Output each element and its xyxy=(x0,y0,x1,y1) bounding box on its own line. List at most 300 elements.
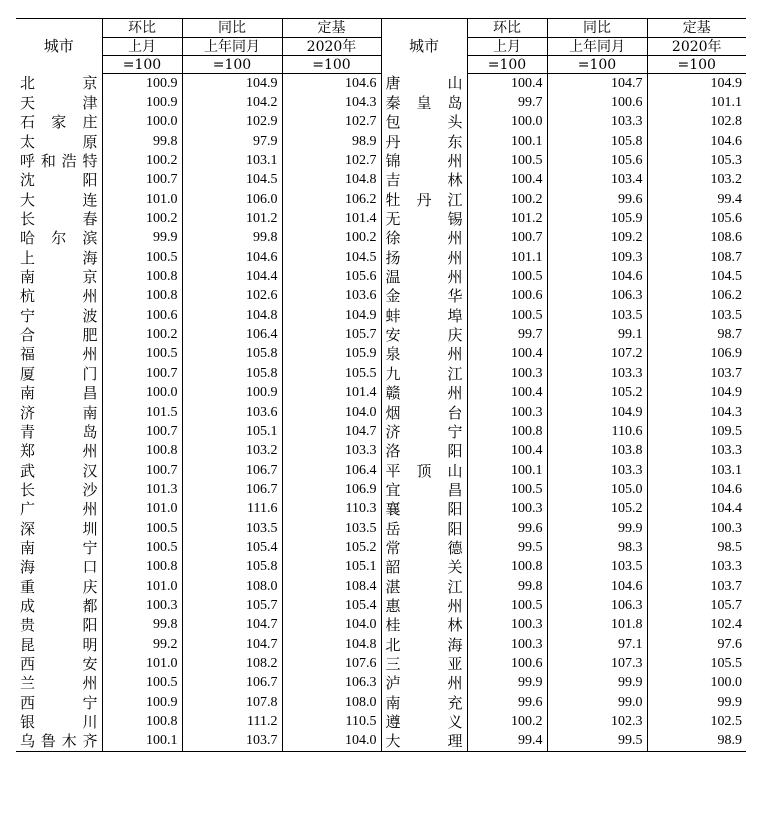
city-name-char: 秦 xyxy=(385,94,401,113)
mom-base-label: 上月 xyxy=(102,38,182,56)
city-name xyxy=(20,596,98,615)
city-name-char: 吉 xyxy=(385,171,401,190)
city-name-char: 牡 xyxy=(385,190,401,209)
fixed-value-cell: 103.7 xyxy=(710,365,742,381)
city-name-char: 津 xyxy=(82,94,98,113)
mom-value-cell: 100.8 xyxy=(102,712,182,731)
city-cell xyxy=(381,171,467,190)
mom-value-cell: 99.8 xyxy=(467,577,547,596)
mom-value-cell: 100.9 xyxy=(102,93,182,112)
city-name xyxy=(385,732,463,751)
city-cell xyxy=(16,132,102,151)
city-name xyxy=(385,287,463,306)
yoy-value-cell: 105.8 xyxy=(182,364,282,383)
yoy-value-cell: 105.8 xyxy=(547,132,647,151)
mom-value-cell: 100.5 xyxy=(467,306,547,325)
table-row xyxy=(16,74,746,94)
mom-value-cell: 100.5 xyxy=(467,480,547,499)
city-name-char: 阳 xyxy=(82,171,98,190)
city-name xyxy=(20,654,98,673)
city-cell xyxy=(381,558,467,577)
table-row xyxy=(16,538,746,557)
fixed-value-cell: 103.6 xyxy=(282,287,381,306)
yoy-value-cell: 100.9 xyxy=(182,384,282,403)
yoy-value-cell: 97.9 xyxy=(182,132,282,151)
yoy-value-cell: 104.4 xyxy=(182,267,282,286)
city-name-char: 哈 xyxy=(20,229,36,248)
city-name-char: 都 xyxy=(82,596,98,615)
city-name xyxy=(385,461,463,480)
mom-value-cell: 100.6 xyxy=(102,306,182,325)
yoy-value-cell: 99.9 xyxy=(547,674,647,693)
fixed-value-cell: 105.4 xyxy=(282,596,381,615)
mom-value-cell: 100.3 xyxy=(102,596,182,615)
city-name xyxy=(20,152,98,171)
city-name-char: 海 xyxy=(20,558,36,577)
fixed-base-label: 2020年 xyxy=(282,38,381,56)
city-name-char: 海 xyxy=(447,635,463,654)
mom-value-cell: 100.5 xyxy=(102,248,182,267)
mom-value-cell: 99.2 xyxy=(102,635,182,654)
city-cell xyxy=(16,442,102,461)
table-header xyxy=(16,19,746,74)
table-row xyxy=(16,267,746,286)
city-name-char: 州 xyxy=(447,345,463,364)
fixed-value-cell: 104.5 xyxy=(710,269,742,285)
city-name-char: 泉 xyxy=(385,345,401,364)
yoy-value-cell: 99.0 xyxy=(547,693,647,712)
yoy-value-cell: 105.6 xyxy=(547,151,647,170)
city-name-char: 蚌 xyxy=(385,306,401,325)
yoy-value-cell: 99.5 xyxy=(547,732,647,752)
city-name xyxy=(385,596,463,615)
fixed-value-cell: 97.6 xyxy=(717,636,742,652)
mom-value-cell: 100.8 xyxy=(467,422,547,441)
city-cell xyxy=(381,74,467,94)
city-name-char: 门 xyxy=(82,364,98,383)
city-name-char: 亚 xyxy=(447,654,463,673)
mom-value-cell: 100.4 xyxy=(467,442,547,461)
city-cell xyxy=(16,480,102,499)
city-name-char: 惠 xyxy=(385,596,401,615)
city-name xyxy=(385,113,463,132)
city-name-char: 州 xyxy=(447,268,463,287)
table-body xyxy=(16,74,746,752)
city-name-char: 无 xyxy=(385,210,401,229)
city-cell xyxy=(16,248,102,267)
city-name-char: 州 xyxy=(447,384,463,403)
city-name-char: 家 xyxy=(51,113,67,132)
city-cell xyxy=(381,248,467,267)
city-cell xyxy=(16,229,102,248)
mom-value-cell: 101.2 xyxy=(467,209,547,228)
city-name xyxy=(20,364,98,383)
yoy-value-cell: 105.7 xyxy=(182,596,282,615)
fixed-value-cell: 99.4 xyxy=(717,191,742,207)
mom-value-cell: 100.3 xyxy=(467,403,547,422)
city-name-char: 京 xyxy=(82,268,98,287)
fixed-value-cell: 103.3 xyxy=(710,443,742,459)
city-name-char: 赣 xyxy=(385,384,401,403)
table-row xyxy=(16,558,746,577)
city-cell xyxy=(16,693,102,712)
yoy-base-label: 上年同月 xyxy=(182,38,282,56)
yoy-value-cell: 104.5 xyxy=(182,171,282,190)
mom-value-cell: 100.0 xyxy=(102,384,182,403)
mom-value-cell: 100.5 xyxy=(102,345,182,364)
city-name-char: 大 xyxy=(20,190,36,209)
city-name-char: 沈 xyxy=(20,171,36,190)
city-name-char: 韶 xyxy=(385,558,401,577)
city-cell xyxy=(381,384,467,403)
fixed-value-cell: 104.4 xyxy=(710,501,742,517)
city-name-char: 安 xyxy=(385,326,401,345)
table-row xyxy=(16,519,746,538)
mom-value-cell: 100.7 xyxy=(102,422,182,441)
city-name xyxy=(385,693,463,712)
fixed-value-cell: 105.3 xyxy=(710,153,742,169)
city-name xyxy=(20,461,98,480)
yoy-value-cell: 105.8 xyxy=(182,345,282,364)
city-name-char: 九 xyxy=(385,364,401,383)
city-name-char: 庆 xyxy=(82,577,98,596)
city-cell xyxy=(381,500,467,519)
fixed-group-header: 定基 xyxy=(282,19,381,38)
city-name xyxy=(385,229,463,248)
city-name xyxy=(385,152,463,171)
mom-value-cell: 100.2 xyxy=(102,151,182,170)
city-name xyxy=(20,132,98,151)
city-name-char: 春 xyxy=(82,210,98,229)
city-name-char: 广 xyxy=(20,500,36,519)
mom-value-cell: 101.3 xyxy=(102,480,182,499)
city-name-char: 宁 xyxy=(82,538,98,557)
mom-value-cell: 100.2 xyxy=(467,712,547,731)
city-name xyxy=(20,616,98,635)
city-name-char: 宁 xyxy=(20,306,36,325)
city-cell xyxy=(16,151,102,170)
city-name-char: 阳 xyxy=(447,442,463,461)
table-row xyxy=(16,306,746,325)
mom-value-cell: 100.3 xyxy=(467,616,547,635)
city-cell xyxy=(16,287,102,306)
city-cell xyxy=(381,287,467,306)
table-row xyxy=(16,577,746,596)
city-cell xyxy=(16,712,102,731)
city-cell xyxy=(381,442,467,461)
yoy-value-cell: 106.3 xyxy=(547,596,647,615)
city-name-char: 滨 xyxy=(82,229,98,248)
fixed-value-cell: 103.7 xyxy=(710,578,742,594)
city-cell xyxy=(16,364,102,383)
mom-value-cell: 99.5 xyxy=(467,538,547,557)
yoy-value-cell: 106.7 xyxy=(182,674,282,693)
city-name-char: 州 xyxy=(447,674,463,693)
city-name-char: 长 xyxy=(20,480,36,499)
table-row xyxy=(16,345,746,364)
city-cell xyxy=(16,171,102,190)
city-name-char: 宜 xyxy=(385,480,401,499)
yoy-value-cell: 105.4 xyxy=(182,538,282,557)
city-name xyxy=(20,190,98,209)
price-index-table-container xyxy=(16,18,746,752)
mom-value-cell: 101.1 xyxy=(467,248,547,267)
yoy-value-cell: 104.7 xyxy=(182,635,282,654)
city-name xyxy=(385,674,463,693)
city-cell xyxy=(16,732,102,752)
city-name-char: 州 xyxy=(82,500,98,519)
city-name-char: 太 xyxy=(20,132,36,151)
city-name xyxy=(385,94,463,113)
city-cell xyxy=(16,635,102,654)
city-cell xyxy=(16,577,102,596)
city-name-char: 岳 xyxy=(385,519,401,538)
city-name-char: 东 xyxy=(447,132,463,151)
city-name-char: 庄 xyxy=(82,113,98,132)
city-name-char: 长 xyxy=(20,210,36,229)
table-row xyxy=(16,480,746,499)
fixed-value-cell: 108.7 xyxy=(710,249,742,265)
yoy-value-cell: 105.1 xyxy=(182,422,282,441)
city-name-char: 皇 xyxy=(416,94,432,113)
city-name-char: 洛 xyxy=(385,442,401,461)
city-cell xyxy=(16,384,102,403)
city-cell xyxy=(16,113,102,132)
city-name-char: 上 xyxy=(20,248,36,267)
mom-value-cell: 100.5 xyxy=(467,151,547,170)
city-cell xyxy=(16,616,102,635)
city-name-char: 呼 xyxy=(20,152,36,171)
table-row xyxy=(16,616,746,635)
yoy-value-cell: 103.2 xyxy=(182,442,282,461)
fixed-value-cell: 104.5 xyxy=(282,248,381,267)
city-cell xyxy=(16,74,102,94)
city-name-char: 宁 xyxy=(82,693,98,712)
fixed-value-cell: 104.0 xyxy=(282,732,381,752)
city-name xyxy=(20,538,98,557)
city-name xyxy=(20,113,98,132)
city-name-char: 大 xyxy=(385,732,401,751)
city-cell xyxy=(381,403,467,422)
city-name-char: 顶 xyxy=(416,461,432,480)
city-name-char: 成 xyxy=(20,596,36,615)
city-name xyxy=(385,248,463,267)
city-cell xyxy=(381,113,467,132)
city-cell xyxy=(381,674,467,693)
city-column-header: 城市 xyxy=(381,19,467,74)
yoy-value-cell: 103.3 xyxy=(547,113,647,132)
fixed-value-cell: 103.3 xyxy=(282,442,381,461)
yoy-value-cell: 105.2 xyxy=(547,500,647,519)
fixed-value-cell: 106.2 xyxy=(710,288,742,304)
city-name xyxy=(385,171,463,190)
city-name-char: 江 xyxy=(447,190,463,209)
fixed-value-cell: 104.0 xyxy=(282,403,381,422)
yoy-value-cell: 100.6 xyxy=(547,93,647,112)
yoy-value-cell: 110.6 xyxy=(547,422,647,441)
table-row xyxy=(16,674,746,693)
city-name xyxy=(385,577,463,596)
city-name-char: 充 xyxy=(447,693,463,712)
fixed-value-cell: 108.6 xyxy=(710,230,742,246)
yoy-value-cell: 106.4 xyxy=(182,325,282,344)
city-name xyxy=(385,422,463,441)
fixed-value-cell: 106.4 xyxy=(282,461,381,480)
yoy-value-cell: 104.2 xyxy=(182,93,282,112)
fixed-value-cell: 98.5 xyxy=(717,539,742,555)
mom-value-cell: 100.3 xyxy=(467,635,547,654)
city-cell xyxy=(16,500,102,519)
city-cell xyxy=(16,345,102,364)
yoy-value-cell: 99.9 xyxy=(547,519,647,538)
city-name-char: 浩 xyxy=(61,152,77,171)
mom-value-cell: 100.8 xyxy=(102,267,182,286)
city-name-char: 南 xyxy=(82,403,98,422)
city-name-char: 宁 xyxy=(447,422,463,441)
city-name-char: 天 xyxy=(20,94,36,113)
table-row xyxy=(16,442,746,461)
fixed-value-cell: 109.5 xyxy=(710,423,742,439)
city-name-char: 山 xyxy=(447,461,463,480)
city-column-header: 城市 xyxy=(16,19,102,74)
fixed-value-cell: 104.7 xyxy=(282,422,381,441)
city-name-char: 木 xyxy=(61,732,77,751)
city-name xyxy=(20,384,98,403)
table-row xyxy=(16,712,746,731)
city-name xyxy=(385,403,463,422)
fixed-value-cell: 104.8 xyxy=(282,635,381,654)
table-row xyxy=(16,403,746,422)
fixed-value-cell: 108.4 xyxy=(282,577,381,596)
fixed-value-cell: 105.5 xyxy=(282,364,381,383)
table-row xyxy=(16,461,746,480)
city-name xyxy=(20,693,98,712)
mom-value-cell: 99.7 xyxy=(467,93,547,112)
yoy-base-label: 上年同月 xyxy=(547,38,647,56)
yoy-value-cell: 107.8 xyxy=(182,693,282,712)
city-cell xyxy=(381,596,467,615)
yoy-value-cell: 106.0 xyxy=(182,190,282,209)
mom-group-header: 环比 xyxy=(102,19,182,38)
yoy-value-cell: 105.0 xyxy=(547,480,647,499)
city-cell xyxy=(381,190,467,209)
city-name xyxy=(20,480,98,499)
yoy-value-cell: 104.6 xyxy=(547,577,647,596)
mom-value-cell: 99.9 xyxy=(467,674,547,693)
mom-value-cell: 100.3 xyxy=(467,500,547,519)
city-name-char: 扬 xyxy=(385,248,401,267)
city-name xyxy=(20,74,98,93)
fixed-value-cell: 104.3 xyxy=(282,93,381,112)
city-cell xyxy=(381,422,467,441)
yoy-value-cell: 103.5 xyxy=(182,519,282,538)
fixed-base-value: =100 xyxy=(647,56,746,74)
yoy-value-cell: 99.1 xyxy=(547,325,647,344)
city-name-char: 昌 xyxy=(447,480,463,499)
city-name xyxy=(385,306,463,325)
city-name-char: 三 xyxy=(385,654,401,673)
fixed-value-cell: 101.1 xyxy=(710,95,742,111)
city-name-char: 德 xyxy=(447,538,463,557)
city-cell xyxy=(16,422,102,441)
city-name xyxy=(385,480,463,499)
city-cell xyxy=(381,461,467,480)
mom-value-cell: 100.8 xyxy=(102,442,182,461)
city-name-char: 安 xyxy=(82,654,98,673)
city-name-char: 州 xyxy=(447,248,463,267)
mom-value-cell: 100.8 xyxy=(102,558,182,577)
mom-value-cell: 99.8 xyxy=(102,132,182,151)
city-name xyxy=(20,519,98,538)
city-name xyxy=(385,132,463,151)
city-name-char: 深 xyxy=(20,519,36,538)
city-cell xyxy=(16,461,102,480)
yoy-base-value: =100 xyxy=(547,56,647,74)
city-name-char: 阳 xyxy=(447,500,463,519)
city-name-char: 北 xyxy=(385,635,401,654)
table-row xyxy=(16,732,746,752)
city-name-char: 州 xyxy=(82,287,98,306)
mom-value-cell: 100.4 xyxy=(467,171,547,190)
city-name-char: 关 xyxy=(447,558,463,577)
yoy-value-cell: 105.2 xyxy=(547,384,647,403)
city-name xyxy=(20,422,98,441)
city-name-char: 台 xyxy=(447,403,463,422)
city-name xyxy=(385,364,463,383)
table-row xyxy=(16,422,746,441)
city-name-char: 理 xyxy=(447,732,463,751)
yoy-value-cell: 104.7 xyxy=(182,616,282,635)
table-row xyxy=(16,654,746,673)
fixed-value-cell: 106.3 xyxy=(282,674,381,693)
table-row xyxy=(16,229,746,248)
city-name xyxy=(385,538,463,557)
yoy-value-cell: 102.9 xyxy=(182,113,282,132)
mom-value-cell: 99.9 xyxy=(102,229,182,248)
mom-value-cell: 100.9 xyxy=(102,693,182,712)
yoy-value-cell: 106.7 xyxy=(182,480,282,499)
city-name xyxy=(385,326,463,345)
city-name-char: 泸 xyxy=(385,674,401,693)
fixed-value-cell: 105.6 xyxy=(282,267,381,286)
city-name-char: 济 xyxy=(20,403,36,422)
city-cell xyxy=(381,635,467,654)
city-cell xyxy=(381,132,467,151)
city-name-char: 岛 xyxy=(447,94,463,113)
mom-value-cell: 99.6 xyxy=(467,693,547,712)
yoy-value-cell: 109.2 xyxy=(547,229,647,248)
yoy-value-cell: 101.2 xyxy=(182,209,282,228)
city-name-char: 平 xyxy=(385,461,401,480)
city-name-char: 南 xyxy=(20,384,36,403)
fixed-value-cell: 104.6 xyxy=(282,74,381,94)
city-name-char: 阳 xyxy=(82,616,98,635)
mom-value-cell: 100.5 xyxy=(102,519,182,538)
mom-value-cell: 100.5 xyxy=(102,674,182,693)
city-name-char: 阳 xyxy=(447,519,463,538)
city-cell xyxy=(381,364,467,383)
fixed-value-cell: 102.5 xyxy=(710,714,742,730)
fixed-value-cell: 103.5 xyxy=(282,519,381,538)
city-name xyxy=(20,732,98,751)
fixed-value-cell: 101.4 xyxy=(282,209,381,228)
city-name xyxy=(20,442,98,461)
city-cell xyxy=(381,93,467,112)
table-row xyxy=(16,364,746,383)
city-cell xyxy=(16,538,102,557)
mom-value-cell: 100.6 xyxy=(467,287,547,306)
city-name-char: 州 xyxy=(447,152,463,171)
